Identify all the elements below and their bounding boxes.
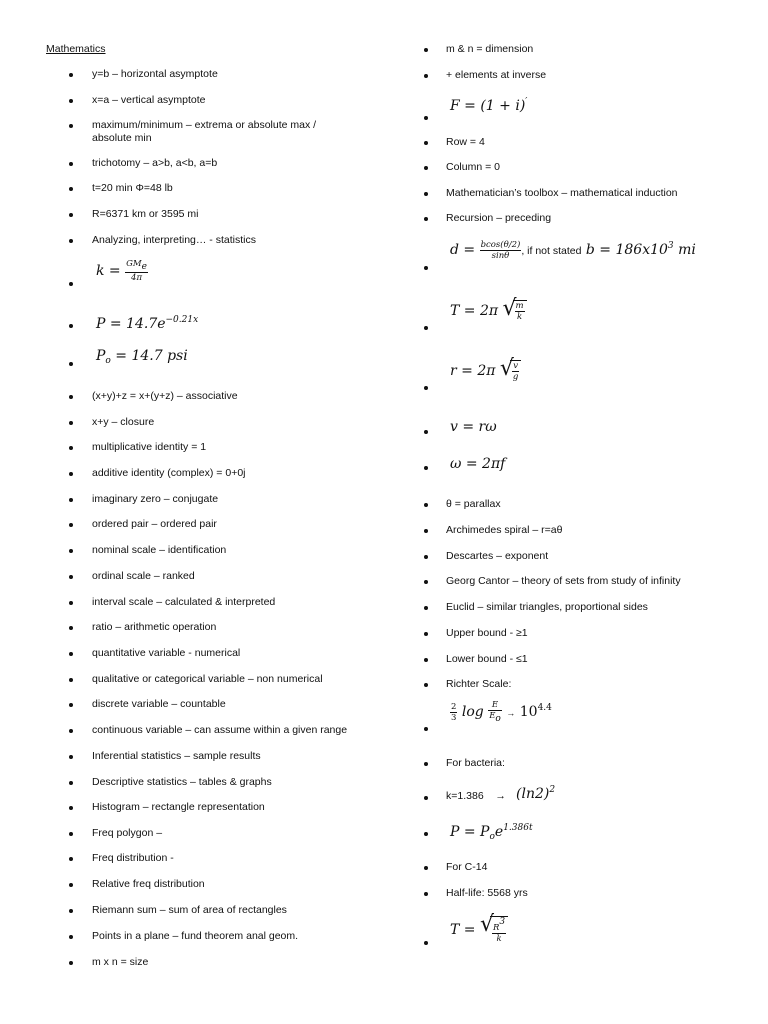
bullet [69,549,73,553]
list-item: R=6371 km or 3595 mi [92,208,199,220]
bullet [69,421,73,425]
equation-r: r = 2π √ $\frac{v}{g}$ [450,360,521,382]
bullet [69,213,73,217]
bullet [69,781,73,785]
list-item: Points in a plane – fund theorem anal geom. [92,930,299,942]
list-item: additive identity (complex) = 0+0j [92,467,246,479]
bullet [69,124,73,128]
bullet [69,703,73,707]
bullet [69,626,73,630]
bullet [424,266,428,270]
bullet [69,162,73,166]
bullet [424,632,428,636]
bullet [424,166,428,170]
bullet [69,755,73,759]
bullet [424,941,428,945]
equation-f: F = (1 + i)′ [450,97,528,114]
list-item: + elements at inverse [446,69,547,81]
bullet [424,217,428,221]
list-item: Freq polygon – [92,827,163,839]
list-item: x=a – vertical asymptote [92,94,206,106]
list-item: interval scale – calculated & interpreted [92,596,276,608]
list-item: Half-life: 5568 yrs [446,887,528,899]
list-item: ordinal scale – ranked [92,570,195,582]
equation-ln2: $(\ln 2)^2$ [516,785,556,802]
bullet [424,466,428,470]
bullet [424,658,428,662]
bullet [69,601,73,605]
list-item: Freq distribution - [92,852,174,864]
bullet [69,395,73,399]
list-item: t=20 min Φ=48 lb [92,182,173,194]
bullet [69,909,73,913]
bullet [424,116,428,120]
bullet [69,73,73,77]
list-item: Histogram – rectangle representation [92,801,265,813]
equation-po: $P_o = 14.7$ psi [96,348,188,366]
list-item: Georg Cantor – theory of sets from study of infinity [446,575,681,587]
bullet [69,187,73,191]
list-item: Analyzing, interpreting… - statistics [92,234,256,246]
bullet [424,386,428,390]
bullet [69,239,73,243]
bullet [69,446,73,450]
bullet [69,362,73,366]
list-item: maximum/minimum – extrema or absolute max / absolute min [92,119,317,144]
bullet [69,324,73,328]
equation-p: $P = 14.7e^{-0.21x}$ [96,315,199,332]
bullet [424,74,428,78]
bullet [424,866,428,870]
bullet [424,141,428,145]
bullet [69,961,73,965]
page-title: Mathematics [46,43,106,55]
bullet [69,857,73,861]
bullet [424,580,428,584]
list-item: θ = parallax [446,498,501,510]
list-item: Euclid – similar triangles, proportional sides [446,601,648,613]
list-item: For bacteria: [446,757,505,769]
list-item: Descriptive statistics – tables & graphs [92,776,272,788]
bullet [424,832,428,836]
list-item: Upper bound - ≥1 [446,627,528,639]
list-item: m x n = size [92,956,149,968]
equation-pc: $P = P_oe^{1.386t}$ [450,823,533,842]
bullet [424,503,428,507]
bullet [69,832,73,836]
list-item: discrete variable – countable [92,698,226,710]
bullet [69,935,73,939]
bullet [69,498,73,502]
list-item: Column = 0 [446,161,500,173]
bullet [69,729,73,733]
list-item: nominal scale – identification [92,544,227,556]
list-item: Inferential statistics – sample results [92,750,261,762]
bullet [69,883,73,887]
list-item: Recursion – preceding [446,212,552,224]
list-item: Relative freq distribution [92,878,205,890]
equation-k: k = $\frac{\text{GMe}}{4\pi}$ [96,259,147,283]
bullet [424,192,428,196]
list-item: m & n = dimension [446,43,534,55]
bullet [424,48,428,52]
list-item: quantitative variable - numerical [92,647,241,659]
bullet [69,806,73,810]
equation-richter: $\frac{2}{3}$ log $\frac{E}{Eo}$ → $10^{4.4}$ [451,700,552,724]
bullet [69,652,73,656]
equation-t-spring: T = 2π √ $\frac{m}{k}$ [450,300,527,322]
bullet [424,529,428,533]
bullet [69,678,73,682]
list-item: (x+y)+z = x+(y+z) – associative [92,390,238,402]
equation-d: d = $\frac{bcos(\theta/2)}{\sin\theta}$ , if not stated $b = 186x10^3$ mi [450,239,696,261]
list-item: k=1.386 → [446,790,506,802]
bullet [424,727,428,731]
list-item: ratio – arithmetic operation [92,621,217,633]
list-item: Lower bound - ≤1 [446,653,528,665]
bullet [424,326,428,330]
bullet [69,282,73,286]
bullet [69,575,73,579]
list-item: Row = 4 [446,136,485,148]
bullet [424,796,428,800]
list-item: ordered pair – ordered pair [92,518,217,530]
list-item: trichotomy – a>b, a<b, a=b [92,157,218,169]
list-item: For C-14 [446,861,488,873]
list-item: x+y – closure [92,416,155,428]
bullet [424,892,428,896]
list-item: qualitative or categorical variable – non numerical [92,673,323,685]
list-item: Descartes – exponent [446,550,549,562]
bullet [69,523,73,527]
list-item: continuous variable – can assume within a given range [92,724,348,736]
list-item: Richter Scale: [446,678,512,690]
bullet [424,606,428,610]
list-item: y=b – horizontal asymptote [92,68,218,80]
bullet [424,430,428,434]
equation-t-root: T = √ $\frac{R3}{k}$ [450,916,508,944]
list-item: Riemann sum – sum of area of rectangles [92,904,287,916]
list-item: Mathematician’s toolbox – mathematical induction [446,187,678,199]
bullet [69,472,73,476]
list-item: imaginary zero – conjugate [92,493,219,505]
equation-v: v = rω [450,419,497,435]
bullet [424,555,428,559]
bullet [424,683,428,687]
bullet [69,99,73,103]
equation-omega: ω = 2πf [450,456,506,472]
list-item: multiplicative identity = 1 [92,441,207,453]
list-item: Archimedes spiral – r=aθ [446,524,563,536]
bullet [424,762,428,766]
